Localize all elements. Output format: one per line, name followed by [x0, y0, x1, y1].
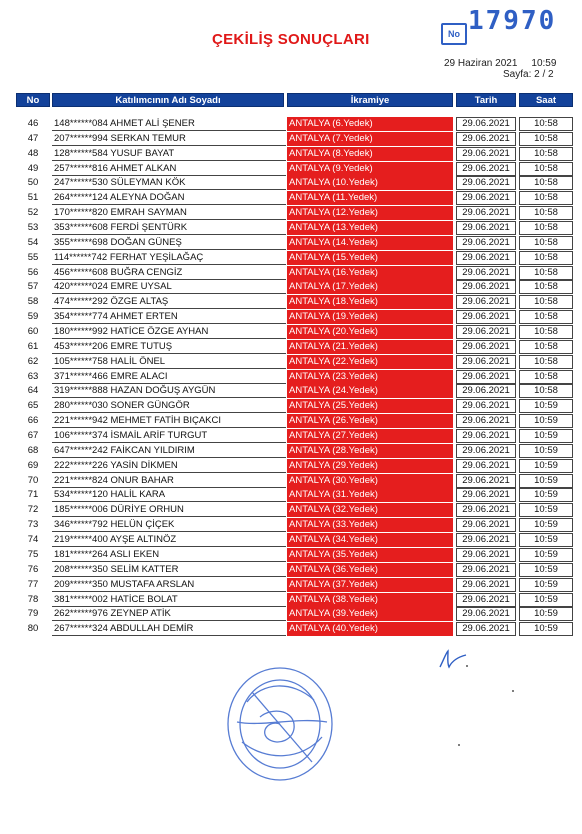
participant-name: 346******792 HELÜN ÇİÇEK — [52, 518, 286, 532]
table-row — [16, 607, 576, 622]
stamp-box: No — [441, 23, 467, 45]
draw-time: 10:58 — [519, 355, 573, 369]
draw-time: 10:59 — [519, 533, 573, 547]
prize-label: ANTALYA (20.Yedek) — [287, 325, 453, 339]
participant-name: 185******006 DÜRİYE ORHUN — [52, 503, 286, 517]
results-table — [16, 117, 576, 637]
table-row — [16, 474, 576, 489]
prize-label: ANTALYA (36.Yedek) — [287, 563, 453, 577]
draw-date: 29.06.2021 — [456, 310, 516, 324]
draw-date: 29.06.2021 — [456, 563, 516, 577]
participant-name: 262******976 ZEYNEP ATİK — [52, 607, 286, 621]
prize-label: ANTALYA (37.Yedek) — [287, 578, 453, 592]
prize-label: ANTALYA (14.Yedek) — [287, 236, 453, 250]
prize-label: ANTALYA (18.Yedek) — [287, 295, 453, 309]
row-number: 46 — [27, 118, 39, 129]
row-number: 80 — [27, 623, 39, 635]
row-number: 74 — [27, 534, 39, 546]
print-time: 10:59 — [531, 58, 557, 69]
participant-name: 647******242 FAİKCAN YILDIRIM — [52, 444, 286, 458]
row-number: 68 — [27, 444, 39, 456]
draw-time: 10:59 — [519, 578, 573, 592]
prize-label: ANTALYA (31.Yedek) — [287, 488, 453, 502]
draw-time: 10:58 — [519, 370, 573, 384]
row-number: 54 — [27, 236, 39, 248]
draw-time: 10:58 — [519, 191, 573, 205]
prize-label: ANTALYA (21.Yedek) — [287, 340, 453, 354]
participant-name: 257******816 AHMET ALKAN — [52, 162, 286, 176]
participant-name: 353******608 FERDİ ŞENTÜRK — [52, 221, 286, 235]
participant-name: 207******994 SERKAN TEMUR — [52, 132, 286, 146]
draw-date: 29.06.2021 — [456, 280, 516, 294]
row-number: 77 — [27, 578, 39, 590]
column-header-date: Tarih — [456, 93, 516, 107]
participant-name: 381******002 HATİCE BOLAT — [52, 593, 286, 607]
draw-date: 29.06.2021 — [456, 488, 516, 502]
table-row — [16, 622, 576, 637]
table-row — [16, 578, 576, 593]
prize-label: ANTALYA (25.Yedek) — [287, 399, 453, 413]
participant-name: 208******350 SELİM KATTER — [52, 563, 286, 577]
draw-date: 29.06.2021 — [456, 578, 516, 592]
draw-date: 29.06.2021 — [456, 295, 516, 309]
draw-time: 10:58 — [519, 221, 573, 235]
prize-label: ANTALYA (11.Yedek) — [287, 191, 453, 205]
participant-name: 456******608 BUĞRA CENGİZ — [52, 266, 286, 280]
row-number: 63 — [27, 370, 39, 382]
stamp-number: 17970 — [468, 6, 557, 36]
draw-date: 29.06.2021 — [456, 206, 516, 220]
row-number: 49 — [27, 162, 39, 174]
draw-date: 29.06.2021 — [456, 414, 516, 428]
draw-time: 10:58 — [519, 251, 573, 265]
row-number: 65 — [27, 400, 39, 412]
prize-label: ANTALYA (33.Yedek) — [287, 518, 453, 532]
participant-name: 114******742 FERHAT YEŞİLAĞAÇ — [52, 251, 286, 265]
participant-name: 209******350 MUSTAFA ARSLAN — [52, 578, 286, 592]
draw-date: 29.06.2021 — [456, 474, 516, 488]
row-number: 53 — [27, 222, 39, 234]
draw-date: 29.06.2021 — [456, 236, 516, 250]
row-number: 76 — [27, 563, 39, 575]
table-row — [16, 533, 576, 548]
row-number: 52 — [27, 207, 39, 219]
prize-label: ANTALYA (26.Yedek) — [287, 414, 453, 428]
row-number: 66 — [27, 415, 39, 427]
table-row — [16, 176, 576, 191]
draw-time: 10:59 — [519, 503, 573, 517]
prize-label: ANTALYA (30.Yedek) — [287, 474, 453, 488]
table-row — [16, 459, 576, 474]
row-number: 62 — [27, 355, 39, 367]
draw-time: 10:59 — [519, 414, 573, 428]
draw-time: 10:59 — [519, 474, 573, 488]
draw-time: 10:58 — [519, 236, 573, 250]
draw-date: 29.06.2021 — [456, 221, 516, 235]
draw-date: 29.06.2021 — [456, 593, 516, 607]
draw-time: 10:59 — [519, 399, 573, 413]
prize-label: ANTALYA (34.Yedek) — [287, 533, 453, 547]
prize-label: ANTALYA (22.Yedek) — [287, 355, 453, 369]
prize-label: ANTALYA (38.Yedek) — [287, 593, 453, 607]
participant-name: 221******824 ONUR BAHAR — [52, 474, 286, 488]
draw-date: 29.06.2021 — [456, 176, 516, 190]
prize-label: ANTALYA (7.Yedek) — [287, 132, 453, 146]
row-number: 58 — [27, 296, 39, 308]
draw-time: 10:58 — [519, 206, 573, 220]
row-number: 78 — [27, 593, 39, 605]
table-row — [16, 414, 576, 429]
draw-time: 10:58 — [519, 132, 573, 146]
draw-time: 10:59 — [519, 488, 573, 502]
draw-date: 29.06.2021 — [456, 622, 516, 636]
participant-name: 474******292 ÖZGE ALTAŞ — [52, 295, 286, 309]
draw-date: 29.06.2021 — [456, 503, 516, 517]
draw-date: 29.06.2021 — [456, 147, 516, 161]
signature-mark — [436, 645, 476, 675]
participant-name: 355******698 DOĞAN GÜNEŞ — [52, 236, 286, 250]
prize-label: ANTALYA (6.Yedek) — [287, 117, 453, 131]
table-row — [16, 384, 576, 399]
draw-time: 10:58 — [519, 310, 573, 324]
draw-date: 29.06.2021 — [456, 384, 516, 398]
row-number: 60 — [27, 326, 39, 338]
row-number: 79 — [27, 608, 39, 620]
participant-name: 371******466 EMRE ALACI — [52, 370, 286, 384]
draw-time: 10:59 — [519, 518, 573, 532]
page-title: ÇEKİLİŞ SONUÇLARI — [212, 31, 370, 48]
row-number: 70 — [27, 474, 39, 486]
draw-time: 10:58 — [519, 340, 573, 354]
table-row — [16, 563, 576, 578]
participant-name: 453******206 EMRE TUTUŞ — [52, 340, 286, 354]
prize-label: ANTALYA (9.Yedek) — [287, 162, 453, 176]
participant-name: 222******226 YASİN DİKMEN — [52, 459, 286, 473]
column-header-name: Katılımcının Adı Soyadı — [52, 93, 284, 107]
draw-date: 29.06.2021 — [456, 191, 516, 205]
table-row — [16, 147, 576, 162]
prize-label: ANTALYA (28.Yedek) — [287, 444, 453, 458]
print-date: 29 Haziran 2021 — [444, 58, 518, 69]
draw-date: 29.06.2021 — [456, 355, 516, 369]
scan-dot — [512, 690, 514, 692]
table-row — [16, 548, 576, 563]
draw-date: 29.06.2021 — [456, 399, 516, 413]
prize-label: ANTALYA (17.Yedek) — [287, 280, 453, 294]
draw-time: 10:59 — [519, 607, 573, 621]
participant-name: 106******374 İSMAİL ARİF TURGUT — [52, 429, 286, 443]
column-header-time: Saat — [519, 93, 573, 107]
row-number: 71 — [27, 489, 39, 501]
draw-time: 10:58 — [519, 162, 573, 176]
row-number: 75 — [27, 548, 39, 560]
participant-name: 219******400 AYŞE ALTINÖZ — [52, 533, 286, 547]
draw-time: 10:59 — [519, 444, 573, 458]
draw-date: 29.06.2021 — [456, 429, 516, 443]
row-number: 56 — [27, 266, 39, 278]
participant-name: 534******120 HALİL KARA — [52, 488, 286, 502]
prize-label: ANTALYA (8.Yedek) — [287, 147, 453, 161]
draw-time: 10:59 — [519, 563, 573, 577]
draw-time: 10:58 — [519, 147, 573, 161]
row-number: 69 — [27, 459, 39, 471]
scan-dot — [458, 744, 460, 746]
draw-time: 10:58 — [519, 295, 573, 309]
participant-name: 264******124 ALEYNA DOĞAN — [52, 191, 286, 205]
prize-label: ANTALYA (12.Yedek) — [287, 206, 453, 220]
draw-time: 10:59 — [519, 593, 573, 607]
table-row — [16, 206, 576, 221]
prize-label: ANTALYA (19.Yedek) — [287, 310, 453, 324]
prize-label: ANTALYA (32.Yedek) — [287, 503, 453, 517]
participant-name: 148******084 AHMET ALİ ŞENER — [52, 117, 286, 131]
participant-name: 105******758 HALİL ÖNEL — [52, 355, 286, 369]
participant-name: 354******774 AHMET ERTEN — [52, 310, 286, 324]
draw-date: 29.06.2021 — [456, 266, 516, 280]
table-row — [16, 593, 576, 608]
draw-time: 10:59 — [519, 459, 573, 473]
participant-name: 247******530 SÜLEYMAN KÖK — [52, 176, 286, 190]
draw-date: 29.06.2021 — [456, 117, 516, 131]
draw-date: 29.06.2021 — [456, 370, 516, 384]
draw-time: 10:58 — [519, 325, 573, 339]
column-header-no: No — [16, 93, 50, 107]
draw-date: 29.06.2021 — [456, 132, 516, 146]
row-number: 50 — [27, 177, 39, 189]
prize-label: ANTALYA (16.Yedek) — [287, 266, 453, 280]
prize-label: ANTALYA (40.Yedek) — [287, 622, 453, 636]
table-row — [16, 488, 576, 503]
row-number: 51 — [27, 192, 39, 204]
draw-date: 29.06.2021 — [456, 251, 516, 265]
table-row — [16, 221, 576, 236]
table-row — [16, 399, 576, 414]
draw-time: 10:58 — [519, 117, 573, 131]
table-row — [16, 162, 576, 177]
official-seal — [222, 662, 342, 787]
draw-date: 29.06.2021 — [456, 459, 516, 473]
draw-time: 10:59 — [519, 548, 573, 562]
prize-label: ANTALYA (15.Yedek) — [287, 251, 453, 265]
prize-label: ANTALYA (35.Yedek) — [287, 548, 453, 562]
participant-name: 280******030 SONER GÜNGÖR — [52, 399, 286, 413]
draw-date: 29.06.2021 — [456, 548, 516, 562]
draw-time: 10:58 — [519, 384, 573, 398]
table-row — [16, 325, 576, 340]
prize-label: ANTALYA (39.Yedek) — [287, 607, 453, 621]
draw-time: 10:58 — [519, 176, 573, 190]
prize-label: ANTALYA (27.Yedek) — [287, 429, 453, 443]
page-indicator: Sayfa: 2 / 2 — [503, 69, 554, 80]
table-row — [16, 370, 576, 385]
draw-date: 29.06.2021 — [456, 607, 516, 621]
row-number: 57 — [27, 281, 39, 293]
participant-name: 420******024 EMRE UYSAL — [52, 280, 286, 294]
table-row — [16, 117, 576, 132]
table-row — [16, 236, 576, 251]
prize-label: ANTALYA (23.Yedek) — [287, 370, 453, 384]
participant-name: 221******942 MEHMET FATİH BIÇAKCI — [52, 414, 286, 428]
row-number: 73 — [27, 519, 39, 531]
table-row — [16, 295, 576, 310]
prize-label: ANTALYA (13.Yedek) — [287, 221, 453, 235]
draw-date: 29.06.2021 — [456, 533, 516, 547]
draw-date: 29.06.2021 — [456, 325, 516, 339]
scan-dot — [466, 665, 468, 667]
table-row — [16, 280, 576, 295]
row-number: 59 — [27, 311, 39, 323]
row-number: 67 — [27, 430, 39, 442]
draw-time: 10:59 — [519, 429, 573, 443]
draw-time: 10:59 — [519, 622, 573, 636]
draw-date: 29.06.2021 — [456, 162, 516, 176]
prize-label: ANTALYA (24.Yedek) — [287, 384, 453, 398]
table-row — [16, 191, 576, 206]
row-number: 72 — [27, 504, 39, 516]
participant-name: 181******264 ASLI EKEN — [52, 548, 286, 562]
participant-name: 180******992 HATİCE ÖZGE AYHAN — [52, 325, 286, 339]
column-header-prize: İkramiye — [287, 93, 453, 107]
table-row — [16, 444, 576, 459]
table-row — [16, 503, 576, 518]
draw-date: 29.06.2021 — [456, 444, 516, 458]
participant-name: 267******324 ABDULLAH DEMİR — [52, 622, 286, 636]
participant-name: 128******584 YUSUF BAYAT — [52, 147, 286, 161]
draw-time: 10:58 — [519, 280, 573, 294]
prize-label: ANTALYA (10.Yedek) — [287, 176, 453, 190]
row-number: 47 — [27, 132, 39, 144]
row-number: 64 — [27, 385, 39, 397]
draw-time: 10:58 — [519, 266, 573, 280]
draw-date: 29.06.2021 — [456, 340, 516, 354]
draw-date: 29.06.2021 — [456, 518, 516, 532]
prize-label: ANTALYA (29.Yedek) — [287, 459, 453, 473]
table-row — [16, 429, 576, 444]
table-row — [16, 266, 576, 281]
participant-name: 170******820 EMRAH SAYMAN — [52, 206, 286, 220]
table-row — [16, 355, 576, 370]
table-row — [16, 518, 576, 533]
date-line — [444, 58, 556, 69]
table-row — [16, 251, 576, 266]
row-number: 61 — [27, 340, 39, 352]
table-row — [16, 340, 576, 355]
row-number: 55 — [27, 251, 39, 263]
table-row — [16, 132, 576, 147]
row-number: 48 — [27, 147, 39, 159]
participant-name: 319******888 HAZAN DOĞUŞ AYGÜN — [52, 384, 286, 398]
table-row — [16, 310, 576, 325]
